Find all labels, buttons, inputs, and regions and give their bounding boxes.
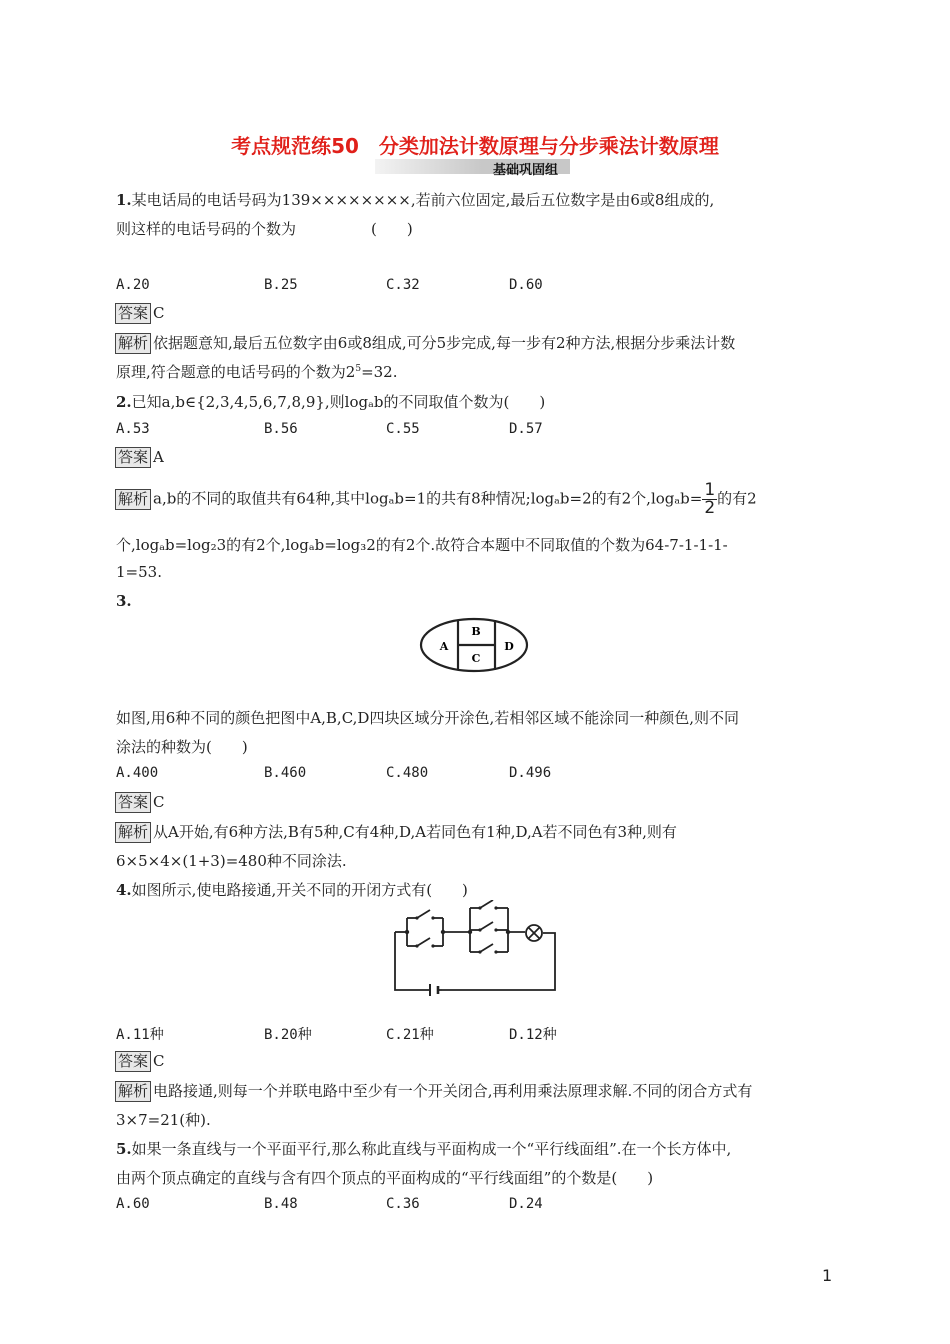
q2-number: 2. bbox=[116, 393, 132, 411]
page-title: 考点规范练50 分类加法计数原理与分步乘法计数原理 bbox=[231, 134, 719, 158]
region-label-d: D bbox=[504, 640, 514, 653]
region-label-a: A bbox=[439, 640, 449, 653]
region-label-c: C bbox=[471, 652, 481, 665]
q4-option-b: B.20种 bbox=[264, 1027, 312, 1043]
analysis-label: 解析 bbox=[115, 333, 151, 354]
q5-option-d: D.24 bbox=[509, 1196, 543, 1212]
q3-stem-line2: 涂法的种数为( ) bbox=[116, 738, 248, 756]
circuit-diagram bbox=[390, 900, 562, 998]
analysis-label: 解析 bbox=[115, 1081, 151, 1102]
q2-analysis-line3: 1=53. bbox=[116, 563, 162, 581]
q1-option-a: A.20 bbox=[116, 277, 150, 293]
q3-option-d: D.496 bbox=[509, 765, 552, 781]
section-subtitle: 基础巩固组 bbox=[493, 163, 559, 178]
q4-stem: 4.如图所示,使电路接通,开关不同的开闭方式有( ) bbox=[116, 881, 468, 899]
q1-answer: 答案 C bbox=[115, 303, 165, 324]
q2-stem: 2.已知a,b∈{2,3,4,5,6,7,8,9},则logₐb的不同取值个数为( ) bbox=[116, 393, 546, 411]
q1-stem-line1: 1.某电话局的电话号码为139××××××××,若前六位固定,最后五位数字是由6或8组成的, bbox=[116, 191, 715, 209]
q2-answer: 答案 A bbox=[115, 447, 164, 468]
q2-option-d: D.57 bbox=[509, 421, 543, 437]
q4-option-c: C.21种 bbox=[386, 1027, 434, 1043]
q2-option-c: C.55 bbox=[386, 421, 420, 437]
page-number: 1 bbox=[822, 1266, 833, 1285]
analysis-label: 解析 bbox=[115, 822, 151, 843]
fraction-one-half: $\frac{1}{2}$ bbox=[704, 480, 716, 518]
q5-option-c: C.36 bbox=[386, 1196, 420, 1212]
q3-stem-line1: 如图,用6种不同的颜色把图中A,B,C,D四块区域分开涂色,若相邻区域不能涂同一种颜色,则不同 bbox=[116, 709, 739, 727]
q2-option-a: A.53 bbox=[116, 421, 150, 437]
q4-option-a: A.11种 bbox=[116, 1027, 164, 1043]
analysis-label: 解析 bbox=[115, 489, 151, 510]
answer-label: 答案 bbox=[115, 792, 151, 813]
q1-analysis-line1: 解析 依据题意知,最后五位数字由6或8组成,可分5步完成,每一步有2种方法,根据分步乘法计数 bbox=[115, 332, 735, 354]
q3-option-a: A.400 bbox=[116, 765, 159, 781]
q1-option-b: B.25 bbox=[264, 277, 298, 293]
q2-analysis-line2: 个,logₐb=log₂3的有2个,logₐb=log₃2的有2个.故符合本题中不同取值的个数为64-7-1-1-1- bbox=[116, 536, 728, 554]
region-diagram bbox=[418, 617, 530, 677]
q4-option-d: D.12种 bbox=[509, 1027, 557, 1043]
q4-analysis-line2: 3×7=21(种). bbox=[116, 1111, 211, 1129]
q3-analysis-line2: 6×5×4×(1+3)=480种不同涂法. bbox=[116, 852, 347, 870]
q5-option-b: B.48 bbox=[264, 1196, 298, 1212]
q1-option-c: C.32 bbox=[386, 277, 420, 293]
q3-option-c: C.480 bbox=[386, 765, 429, 781]
q1-option-d: D.60 bbox=[509, 277, 543, 293]
q3-option-b: B.460 bbox=[264, 765, 307, 781]
q5-stem-line2: 由两个顶点确定的直线与含有四个顶点的平面构成的“平行线面组”的个数是( ) bbox=[116, 1169, 654, 1187]
answer-label: 答案 bbox=[115, 1051, 151, 1072]
q4-number: 4. bbox=[116, 881, 132, 899]
q5-stem-line1: 5.如果一条直线与一个平面平行,那么称此直线与平面构成一个“平行线面组”.在一个长方体中, bbox=[116, 1140, 732, 1158]
answer-label: 答案 bbox=[115, 303, 151, 324]
q5-option-a: A.60 bbox=[116, 1196, 150, 1212]
q1-analysis-line2: 原理,符合题意的电话号码的个数为$2^5=32$. bbox=[116, 363, 398, 381]
q3-answer: 答案 C bbox=[115, 792, 165, 813]
q3-number: 3. bbox=[116, 592, 132, 610]
region-label-b: B bbox=[471, 625, 481, 638]
q5-number: 5. bbox=[116, 1140, 132, 1158]
q2-analysis-line1: 解析 a,b的不同的取值共有64种,其中logₐb=1的共有8种情况;logₐb=2的有2个,logₐb= $\frac{1}{2}$ 的有2 bbox=[115, 482, 757, 517]
q3-analysis-line1: 解析 从A开始,有6种方法,B有5种,C有4种,D,A若同色有1种,D,A若不同色有3种,则有 bbox=[115, 821, 677, 843]
q1-number: 1. bbox=[116, 191, 132, 209]
answer-label: 答案 bbox=[115, 447, 151, 468]
q4-analysis-line1: 解析 电路接通,则每一个并联电路中至少有一个开关闭合,再利用乘法原理求解.不同的闭合方式有 bbox=[115, 1080, 752, 1102]
q4-answer: 答案 C bbox=[115, 1051, 165, 1072]
q1-stem-line2: 则这样的电话号码的个数为 ( ) bbox=[116, 220, 413, 238]
q2-option-b: B.56 bbox=[264, 421, 298, 437]
